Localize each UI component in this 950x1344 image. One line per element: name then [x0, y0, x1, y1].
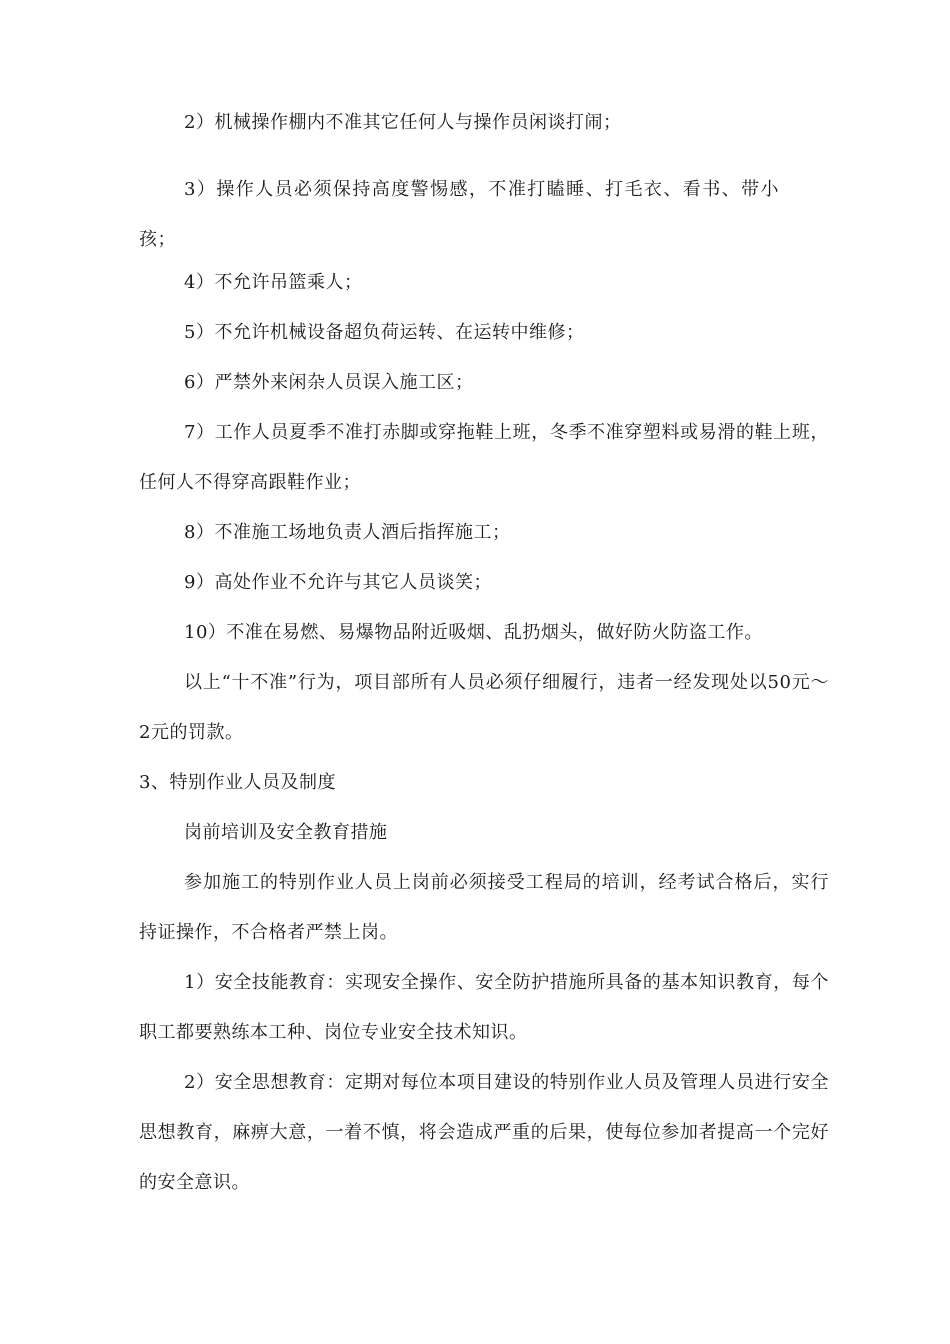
paragraph-rule-8: 8）不准施工场地负责人酒后指挥施工；	[184, 522, 511, 543]
paragraph-skill-education: 1）安全技能教育：实现安全操作、安全防护措施所具备的基本知识教育，每个职工都要熟练本工种、岗位专业安全技术知识。	[139, 972, 829, 1043]
paragraph-rule-7: 7）工作人员夏季不准打赤脚或穿拖鞋上班，冬季不准穿塑料或易滑的鞋上班，任何人不得穿高跟鞋作业；	[139, 422, 829, 493]
paragraph-rule-6: 6）严禁外来闲杂人员误入施工区；	[184, 372, 474, 393]
section-heading: 3、特别作业人员及制度	[139, 772, 336, 793]
paragraph-training: 参加施工的特别作业人员上岗前必须接受工程局的培训，经考试合格后，实行持证操作，不合格者严禁上岗。	[139, 872, 829, 943]
paragraph-rule-9: 9）高处作业不允许与其它人员谈笑；	[184, 572, 492, 593]
paragraph-penalty: 以上“十不准”行为，项目部所有人员必须仔细履行，违者一经发现处以50元〜2元的罚款。	[139, 672, 829, 743]
paragraph-rule-4: 4）不允许吊篮乘人；	[184, 272, 363, 293]
paragraph-rule-5: 5）不允许机械设备超负荷运转、在运转中维修；	[184, 322, 585, 343]
paragraph-rule-3: 3）操作人员必须保持高度警惕感，不准打瞌睡、打毛衣、看书、带小孩；	[139, 179, 779, 250]
paragraph-mindset-education: 2）安全思想教育：定期对每位本项目建设的特别作业人员及管理人员进行安全思想教育，麻痹大意，一着不慎，将会造成严重的后果，使每位参加者提高一个完好的安全意识。	[139, 1072, 829, 1193]
subsection-heading: 岗前培训及安全教育措施	[184, 822, 388, 843]
paragraph-rule-2: 2）机械操作棚内不准其它任何人与操作员闲谈打闹；	[184, 112, 622, 133]
paragraph-rule-10: 10）不准在易燃、易爆物品附近吸烟、乱扔烟头，做好防火防盗工作。	[184, 622, 763, 643]
